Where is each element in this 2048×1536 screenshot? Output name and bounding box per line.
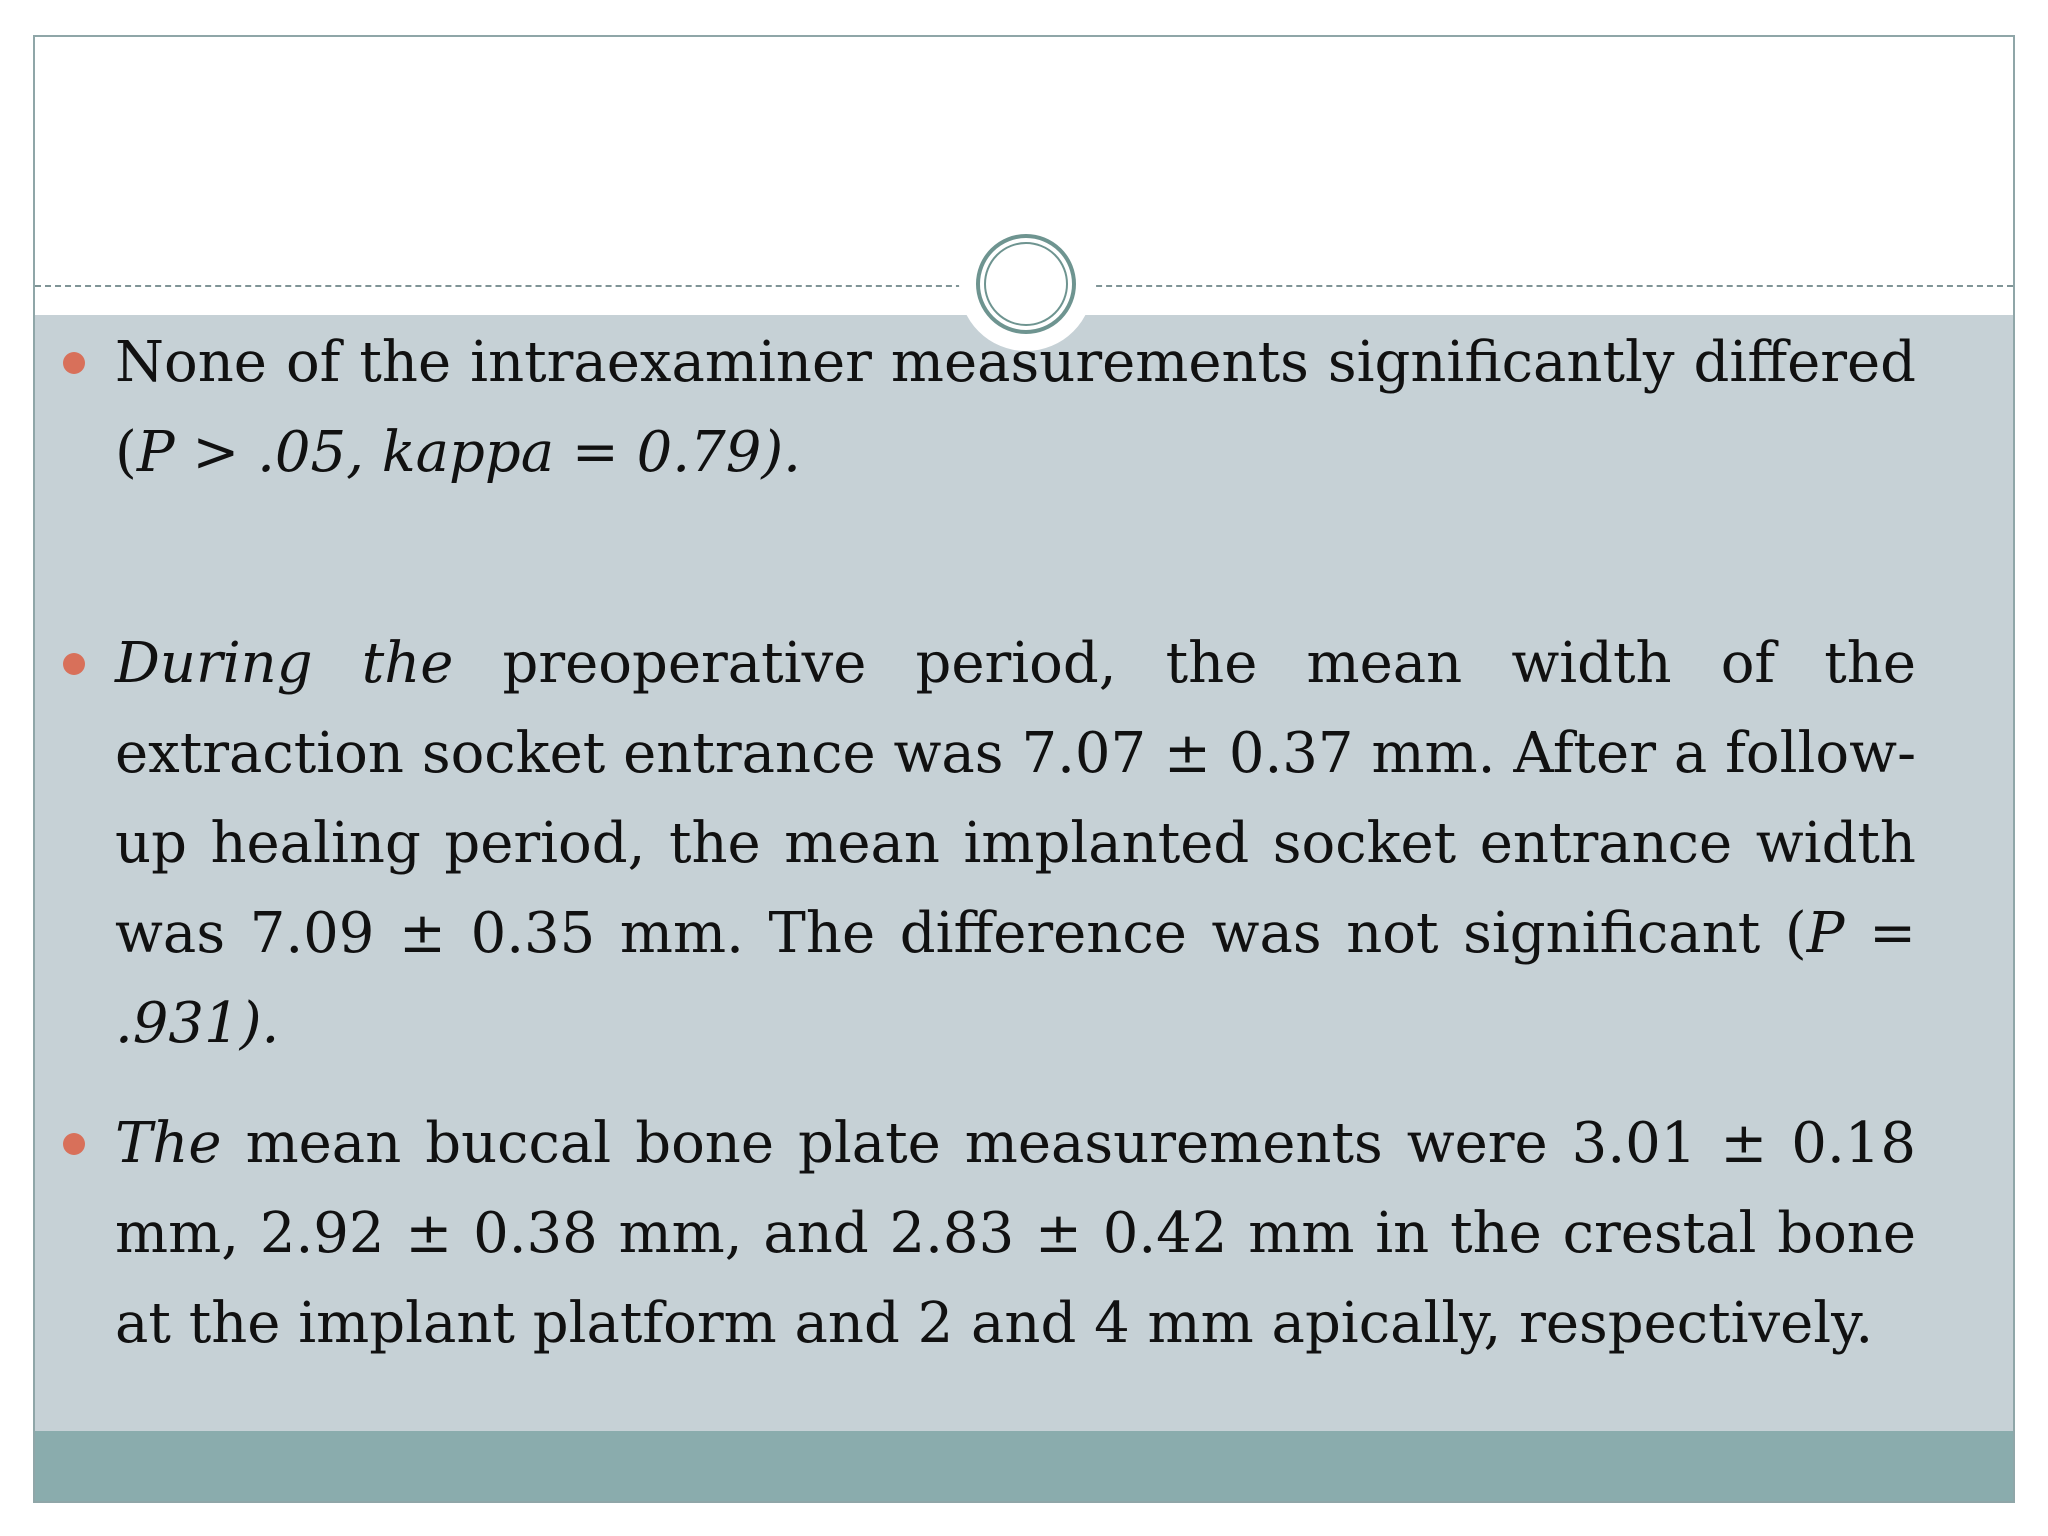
bullet-item-buccal-plate bbox=[115, 1099, 1916, 1369]
bullet-marker-icon bbox=[63, 352, 85, 374]
bullet-text-segment-italic: During the bbox=[115, 631, 454, 696]
bullet-text-segment: None of the intraexaminer measurements significantly differed ( bbox=[115, 330, 1916, 485]
bullet-text-segment-italic: The bbox=[115, 1111, 222, 1176]
bullet-text-segment: mean buccal bone plate measurements were 3.01 ± 0.18 mm, 2.92 ± 0.38 mm, and 2.83 ± 0.42 mm in the crestal bone at the implant platform and 2 and 4 mm apically, respectively. bbox=[115, 1111, 1916, 1356]
bullet-text-segment-italic: P > .05, kappa = 0.79). bbox=[136, 420, 801, 485]
bullet-text-segment-italic: P = .931). bbox=[115, 901, 1916, 1056]
bullet-item-intraexaminer bbox=[115, 318, 1916, 498]
bullet-item-socket-width bbox=[115, 619, 1916, 1069]
bullet-marker-icon bbox=[63, 1133, 85, 1155]
bullet-marker-icon bbox=[63, 653, 85, 675]
bullet-text-segment: preoperative period, the mean width of the extraction socket entrance was 7.07 ± 0.37 mm. After a follow-up healing period, the mean implanted socket entrance width was 7.09 ± 0.35 mm. The difference was not significant ( bbox=[115, 631, 1916, 966]
